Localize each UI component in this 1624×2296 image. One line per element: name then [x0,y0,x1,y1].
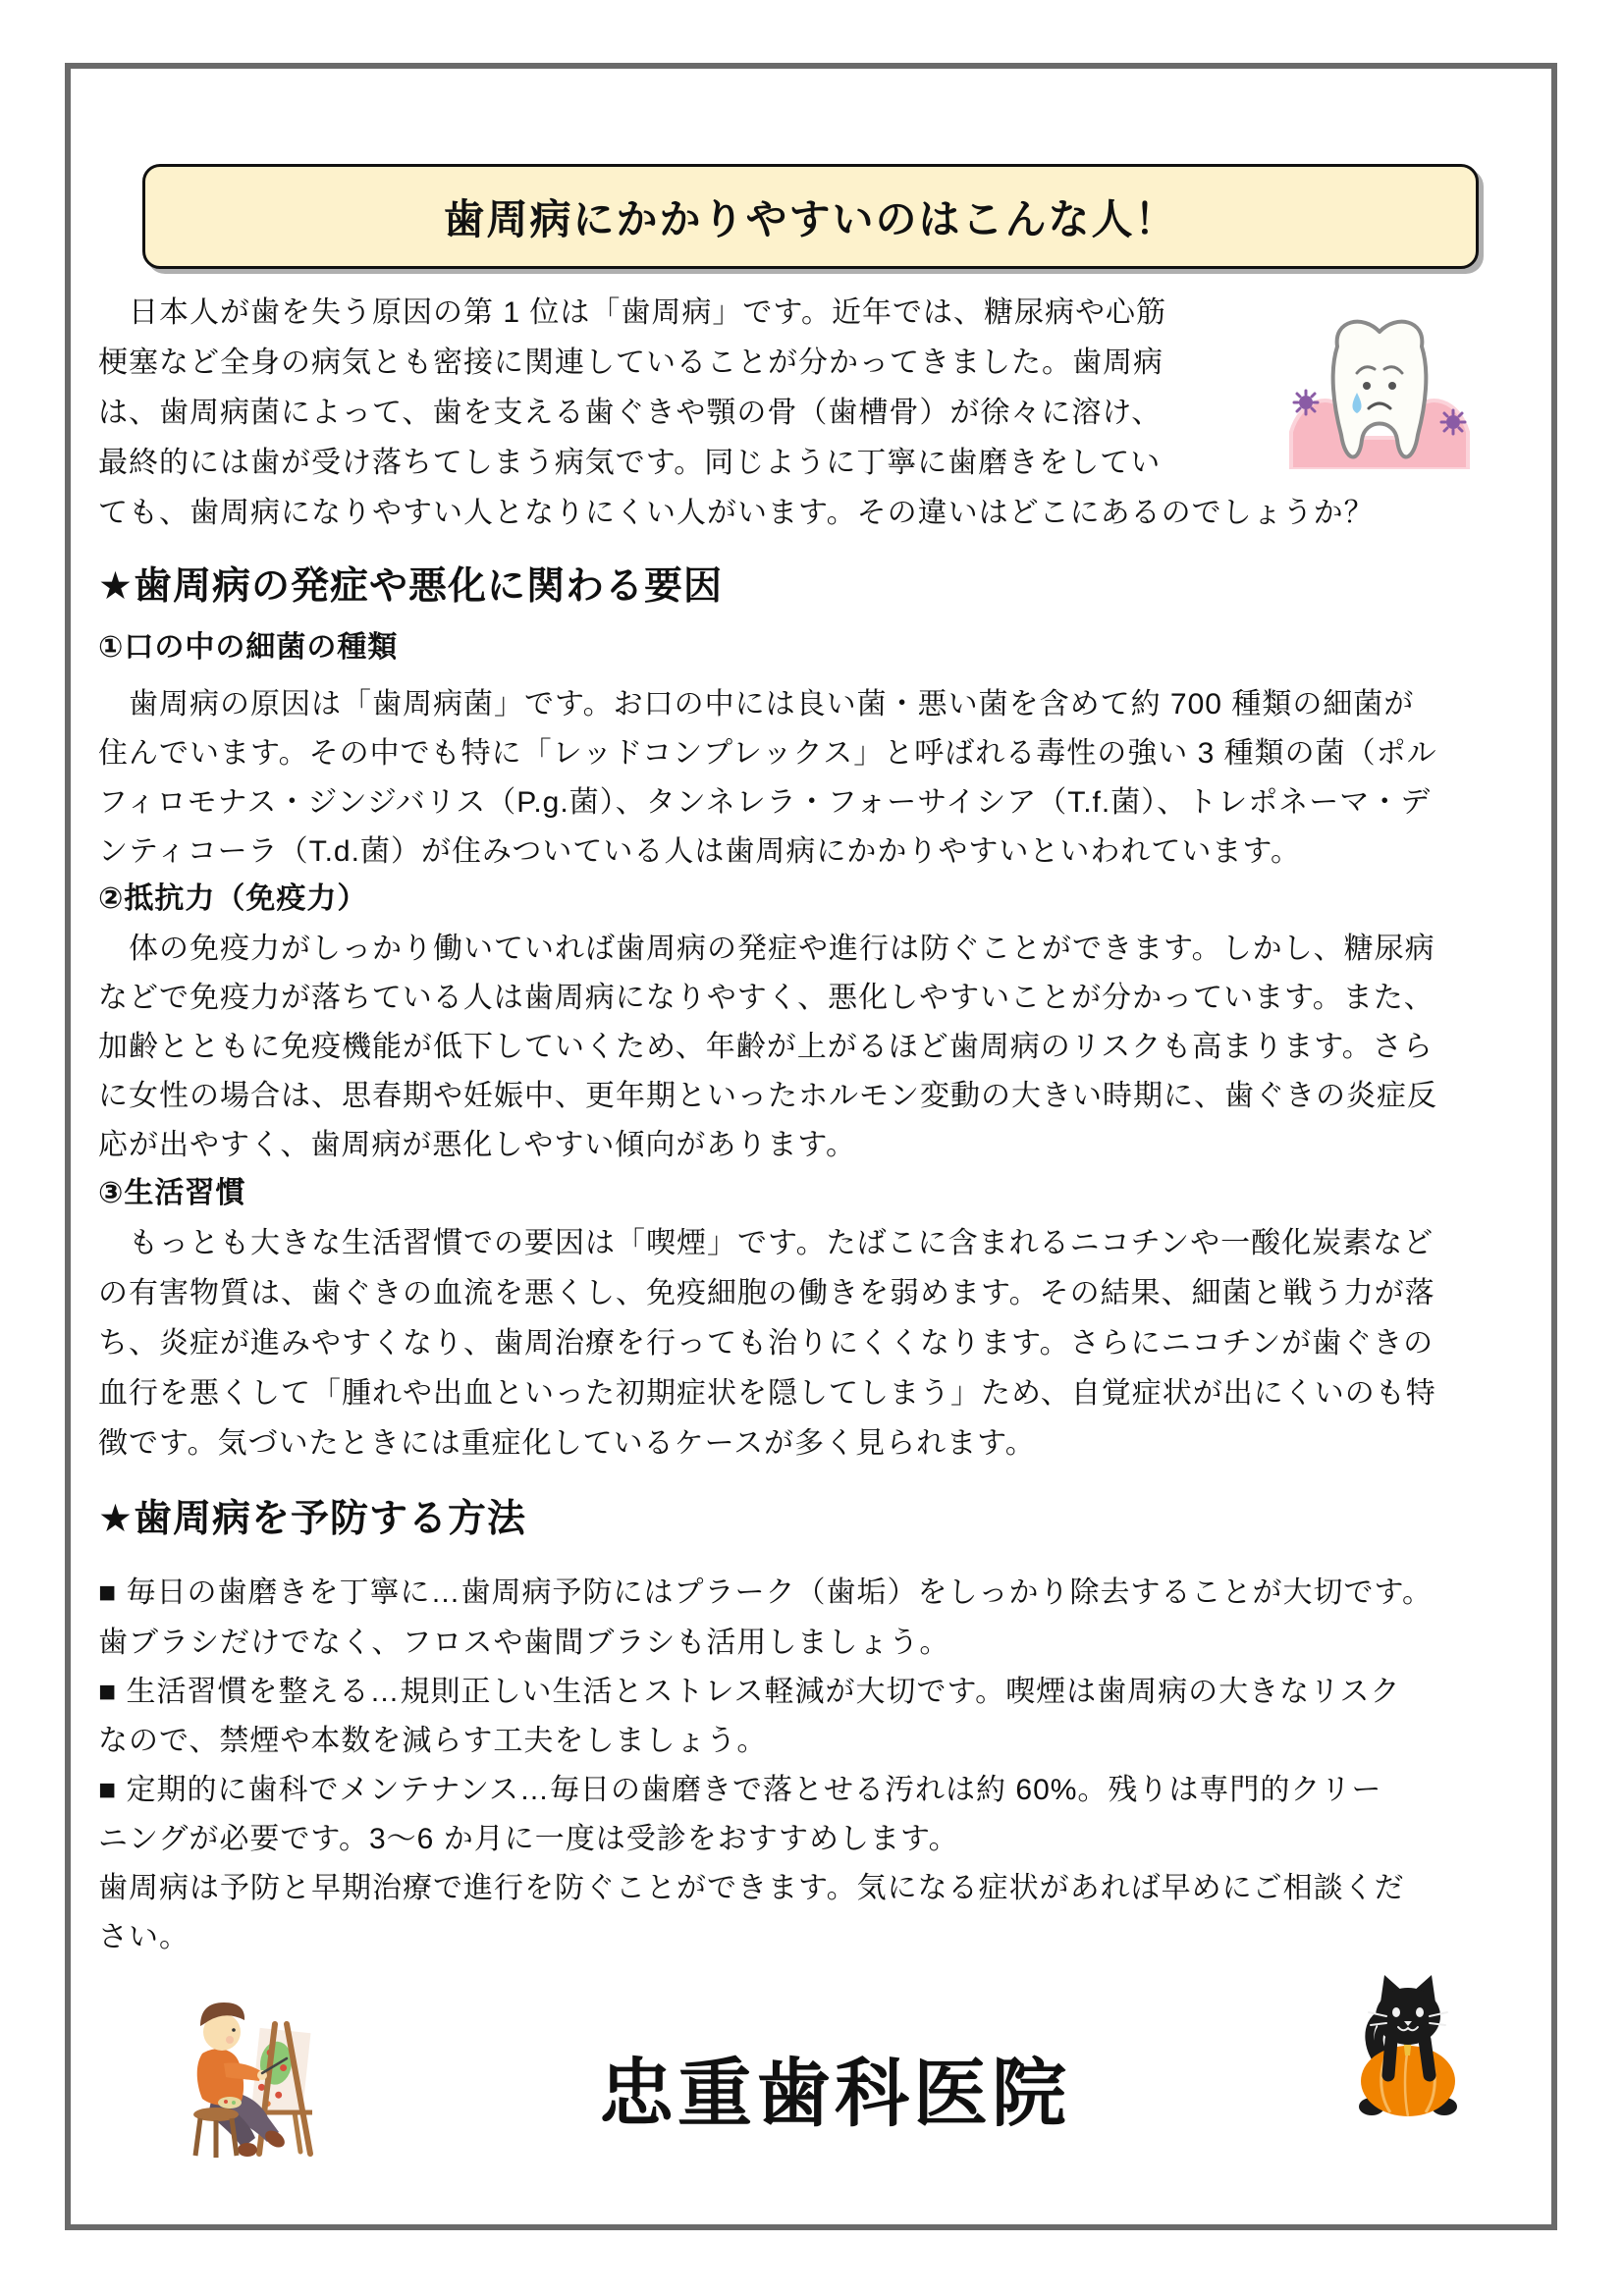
body-line: 住んでいます。その中でも特に「レッドコンプレックス」と呼ばれる毒性の強い 3 種類の菌（ポル [98,737,1437,770]
prevention-line: さい。 [98,1921,189,1953]
body-line: ンティコーラ（T.d.菌）が住みついている人は歯周病にかかりやすいといわれています。 [98,835,1301,868]
intro-line: 日本人が歯を失う原因の第 1 位は「歯周病」です。近年では、糖尿病や心筋 [98,296,1166,329]
body-line: 歯周病の原因は「歯周病菌」です。お口の中には良い菌・悪い菌を含めて約 700 種類の細菌が [98,688,1415,721]
body-line: もっとも大きな生活習慣での要因は「喫煙」です。たばこに含まれるニコチンや一酸化炭素など [98,1227,1435,1259]
intro-line: 梗塞など全身の病気とも密接に関連していることが分かってきました。歯周病 [98,347,1164,379]
prevention-line: なので、禁煙や本数を減らす工夫をしましょう。 [98,1725,768,1757]
body-line: フィロモナス・ジンジバリス（P.g.菌）、タンネレラ・フォーサイシア（T.f.菌）、トレポネーマ・デ [98,786,1432,819]
body-line: 応が出やすく、歯周病が悪化しやすい傾向があります。 [98,1129,856,1161]
title-banner [142,164,1479,269]
prevention-line: ■ 生活習慣を整える…規則正しい生活とストレス軽減が大切です。喫煙は歯周病の大きなリスク [98,1676,1401,1708]
clinic-name: 忠重歯科医院 [599,2053,1070,2136]
page-title: 歯周病にかかりやすいのはこんな人！ [443,195,1178,242]
body-line: 加齢とともに免疫機能が低下していくため、年齢が上がるほど歯周病のリスクも高まります。さら [98,1031,1434,1063]
cat-front-leg-right [1425,2040,1430,2075]
cat-front-leg-left [1388,2040,1391,2075]
prevention-line: ■ 定期的に歯科でメンテナンス…毎日の歯磨きで落とせる汚れは約 60%。残りは専門的クリー [98,1774,1382,1806]
eye-right [1388,382,1396,390]
cat-eye-right [1416,2007,1424,2017]
body-line: 体の免疫力がしっかり働いていれば歯周病の発症や進行は防ぐことができます。しかし、糖尿病 [98,933,1435,965]
body-line: 徴です。気づいたときには重症化しているケースが多く見られます。 [98,1427,1036,1460]
prevention-line: ■ 毎日の歯磨きを丁寧に…歯周病予防にはプラーク（歯垢）をしっかり除去することが大切です。 [98,1576,1434,1609]
section-heading-factors: ★歯周病の発症や悪化に関わる要因 [98,565,723,608]
prevention-line: ニングが必要です。3～6 か月に一度は受診をおすすめします。 [98,1823,959,1855]
germ-left [1294,391,1318,414]
eye-left [1363,382,1371,390]
intro-line: は、歯周病菌によって、歯を支える歯ぐきや顎の骨（歯槽骨）が徐々に溶け、 [98,397,1163,429]
subheading-bacteria: ①口の中の細菌の種類 [98,631,399,664]
germ-right [1441,410,1465,434]
body-line: 血行を悪くして「腫れや出血といった初期症状を隠してしまう」ため、自覚症状が出にくいのも特 [98,1377,1436,1410]
subheading-lifestyle: ③生活習慣 [98,1177,246,1209]
subheading-immunity: ②抵抗力（免疫力） [98,882,368,915]
prevention-line: 歯周病は予防と早期治療で進行を防ぐことができます。気になる症状があれば早めにご相談くだ [98,1872,1405,1904]
black-cat-on-pumpkin-illustration [1347,1971,1470,2128]
body-line: などで免疫力が落ちている人は歯周病になりやすく、悪化しやすいことが分かっています。また、 [98,982,1435,1014]
intro-line: ても、歯周病になりやすい人となりにくい人がいます。その違いはどこにあるのでしょうか？ [98,497,1375,529]
boy-eye [232,2028,236,2032]
body-line: の有害物質は、歯ぐきの血流を悪くし、免疫細胞の働きを弱めます。その結果、細菌と戦う力が落 [98,1277,1435,1309]
section-heading-prevention: ★歯周病を予防する方法 [98,1498,526,1540]
body-line: に女性の場合は、思春期や妊娠中、更年期といったホルモン変動の大きい時期に、歯ぐきの炎症反 [98,1080,1437,1112]
prevention-line: 歯ブラシだけでなく、フロスや歯間ブラシも活用しましょう。 [98,1627,950,1659]
boy-shoe-left [238,2143,257,2157]
cat-eye-left [1392,2007,1400,2017]
pumpkin [1361,2046,1455,2116]
body-line: ち、炎症が進みやすくなり、歯周治療を行っても治りにくくなります。さらにニコチンが歯ぐきの [98,1327,1435,1360]
intro-line: 最終的には歯が受け落ちてしまう病気です。同じように丁寧に歯磨きをしてい [98,447,1162,479]
crying-tooth-illustration [1286,312,1473,469]
